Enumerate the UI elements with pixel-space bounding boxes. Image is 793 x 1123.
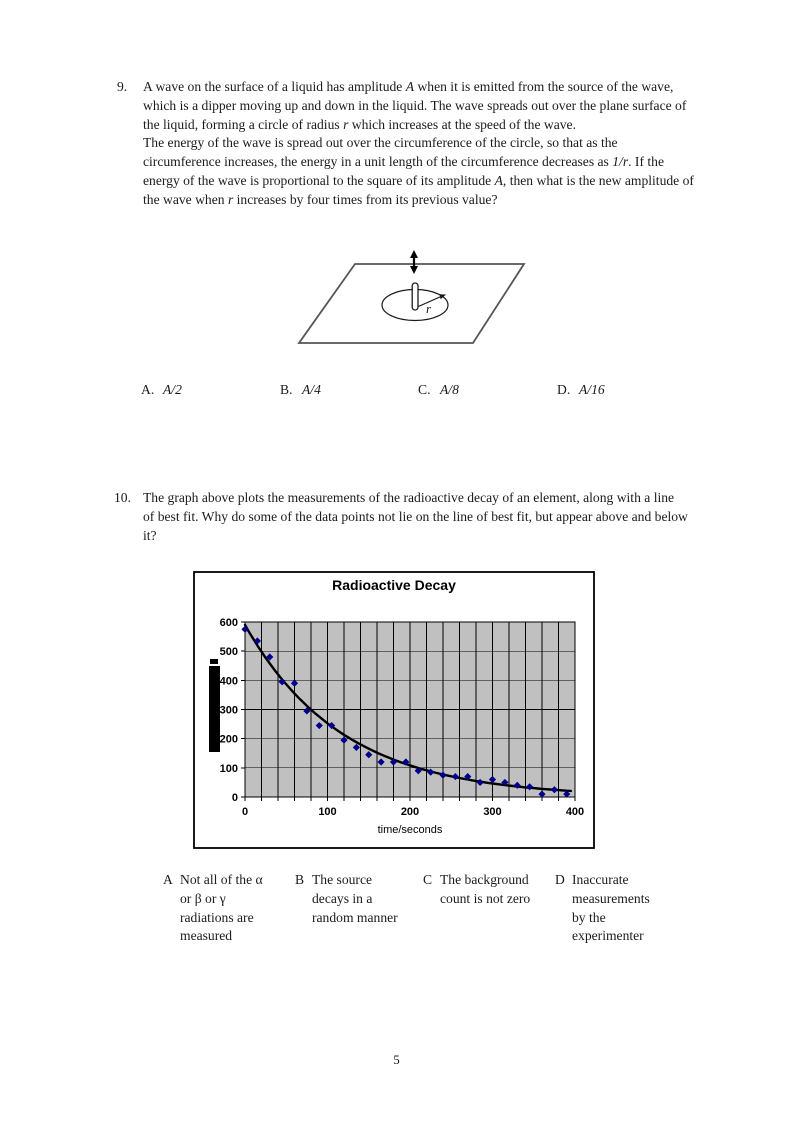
q10-option-a xyxy=(163,871,302,946)
q10-option-b-text: The source decays in a random manner xyxy=(312,872,398,925)
q9-option-a-value: A/2 xyxy=(163,382,182,397)
q9-option-d xyxy=(557,381,605,400)
x-axis-label: time/seconds xyxy=(377,824,443,836)
svg-text:200: 200 xyxy=(400,806,420,818)
question-9-number: 9. xyxy=(117,79,128,94)
svg-text:100: 100 xyxy=(318,806,337,818)
q10-option-c xyxy=(423,871,562,909)
q10-option-b-letter: B xyxy=(295,872,305,887)
wave-dipper-diagram xyxy=(280,248,560,358)
liquid-surface-plane xyxy=(299,264,524,343)
q10-option-c-text: The background count is not zero xyxy=(440,872,531,906)
svg-text:400: 400 xyxy=(565,806,585,818)
question-9-paragraph-2: The energy of the wave is spread out over the circumference of the circle, so that as the circumference increases, the energy in a unit length of the circumference decreases as 1/r. If the energy of the wave is proportional to the square of its amplitude A, then what is the new amplitude of the wave when r increases by four times from its previous value? xyxy=(143,135,694,207)
question-9-text xyxy=(143,78,695,210)
radioactive-decay-chart xyxy=(193,571,595,849)
q9-option-b-letter: B. xyxy=(280,382,293,397)
y-axis-label-obscured-bar-top xyxy=(210,659,218,664)
radius-label: r xyxy=(426,301,432,316)
chart-title: Radioactive Decay xyxy=(332,577,456,593)
q9-option-b-value: A/4 xyxy=(302,382,321,397)
q9-option-a xyxy=(141,381,182,400)
svg-text:100: 100 xyxy=(219,762,238,775)
q10-option-a-letter: A xyxy=(163,872,173,887)
y-axis-label-obscured-bar xyxy=(209,666,220,752)
svg-text:600: 600 xyxy=(219,617,238,629)
q10-option-b xyxy=(295,871,434,927)
svg-text:300: 300 xyxy=(483,806,502,818)
q10-option-d xyxy=(555,871,694,946)
q10-option-a-text: Not all of the α or β or γ radiations are measured xyxy=(180,872,263,944)
page-number: 5 xyxy=(393,1052,400,1067)
q10-option-d-text: Inaccurate measurements by the experimenter xyxy=(572,872,650,944)
question-10-number: 10. xyxy=(114,490,131,505)
q10-option-c-letter: C xyxy=(423,872,433,887)
svg-text:0: 0 xyxy=(241,806,249,818)
q9-option-b xyxy=(280,381,321,400)
svg-text:300: 300 xyxy=(219,704,238,717)
svg-text:0: 0 xyxy=(231,792,238,804)
q9-option-c xyxy=(418,381,459,400)
up-arrowhead-icon xyxy=(410,250,418,258)
question-9-paragraph-1: A wave on the surface of a liquid has amplitude A when it is emitted from the source of the wave, which is a dipper moving up and down in the liquid. The wave spreads out over the plane surface of the liquid, forming a circle of radius r which increases at the speed of the wave. xyxy=(143,79,687,132)
svg-text:400: 400 xyxy=(219,675,238,688)
dipper-rod xyxy=(412,283,418,310)
q9-option-d-value: A/16 xyxy=(579,382,605,397)
q9-option-a-letter: A. xyxy=(141,382,155,397)
chart-gridlines xyxy=(245,622,575,797)
q10-option-d-letter: D xyxy=(555,872,565,887)
down-arrowhead-icon xyxy=(410,266,418,274)
q9-option-c-letter: C. xyxy=(418,382,431,397)
question-10-text: The graph above plots the measurements of the radioactive decay of an element, along with a line of best fit. Why do some of the data points not lie on the line of best fit, but appear above and below it? xyxy=(143,490,688,543)
q9-option-d-letter: D. xyxy=(557,382,571,397)
svg-text:200: 200 xyxy=(219,733,238,746)
q9-option-c-value: A/8 xyxy=(440,382,459,397)
svg-text:500: 500 xyxy=(219,646,238,659)
